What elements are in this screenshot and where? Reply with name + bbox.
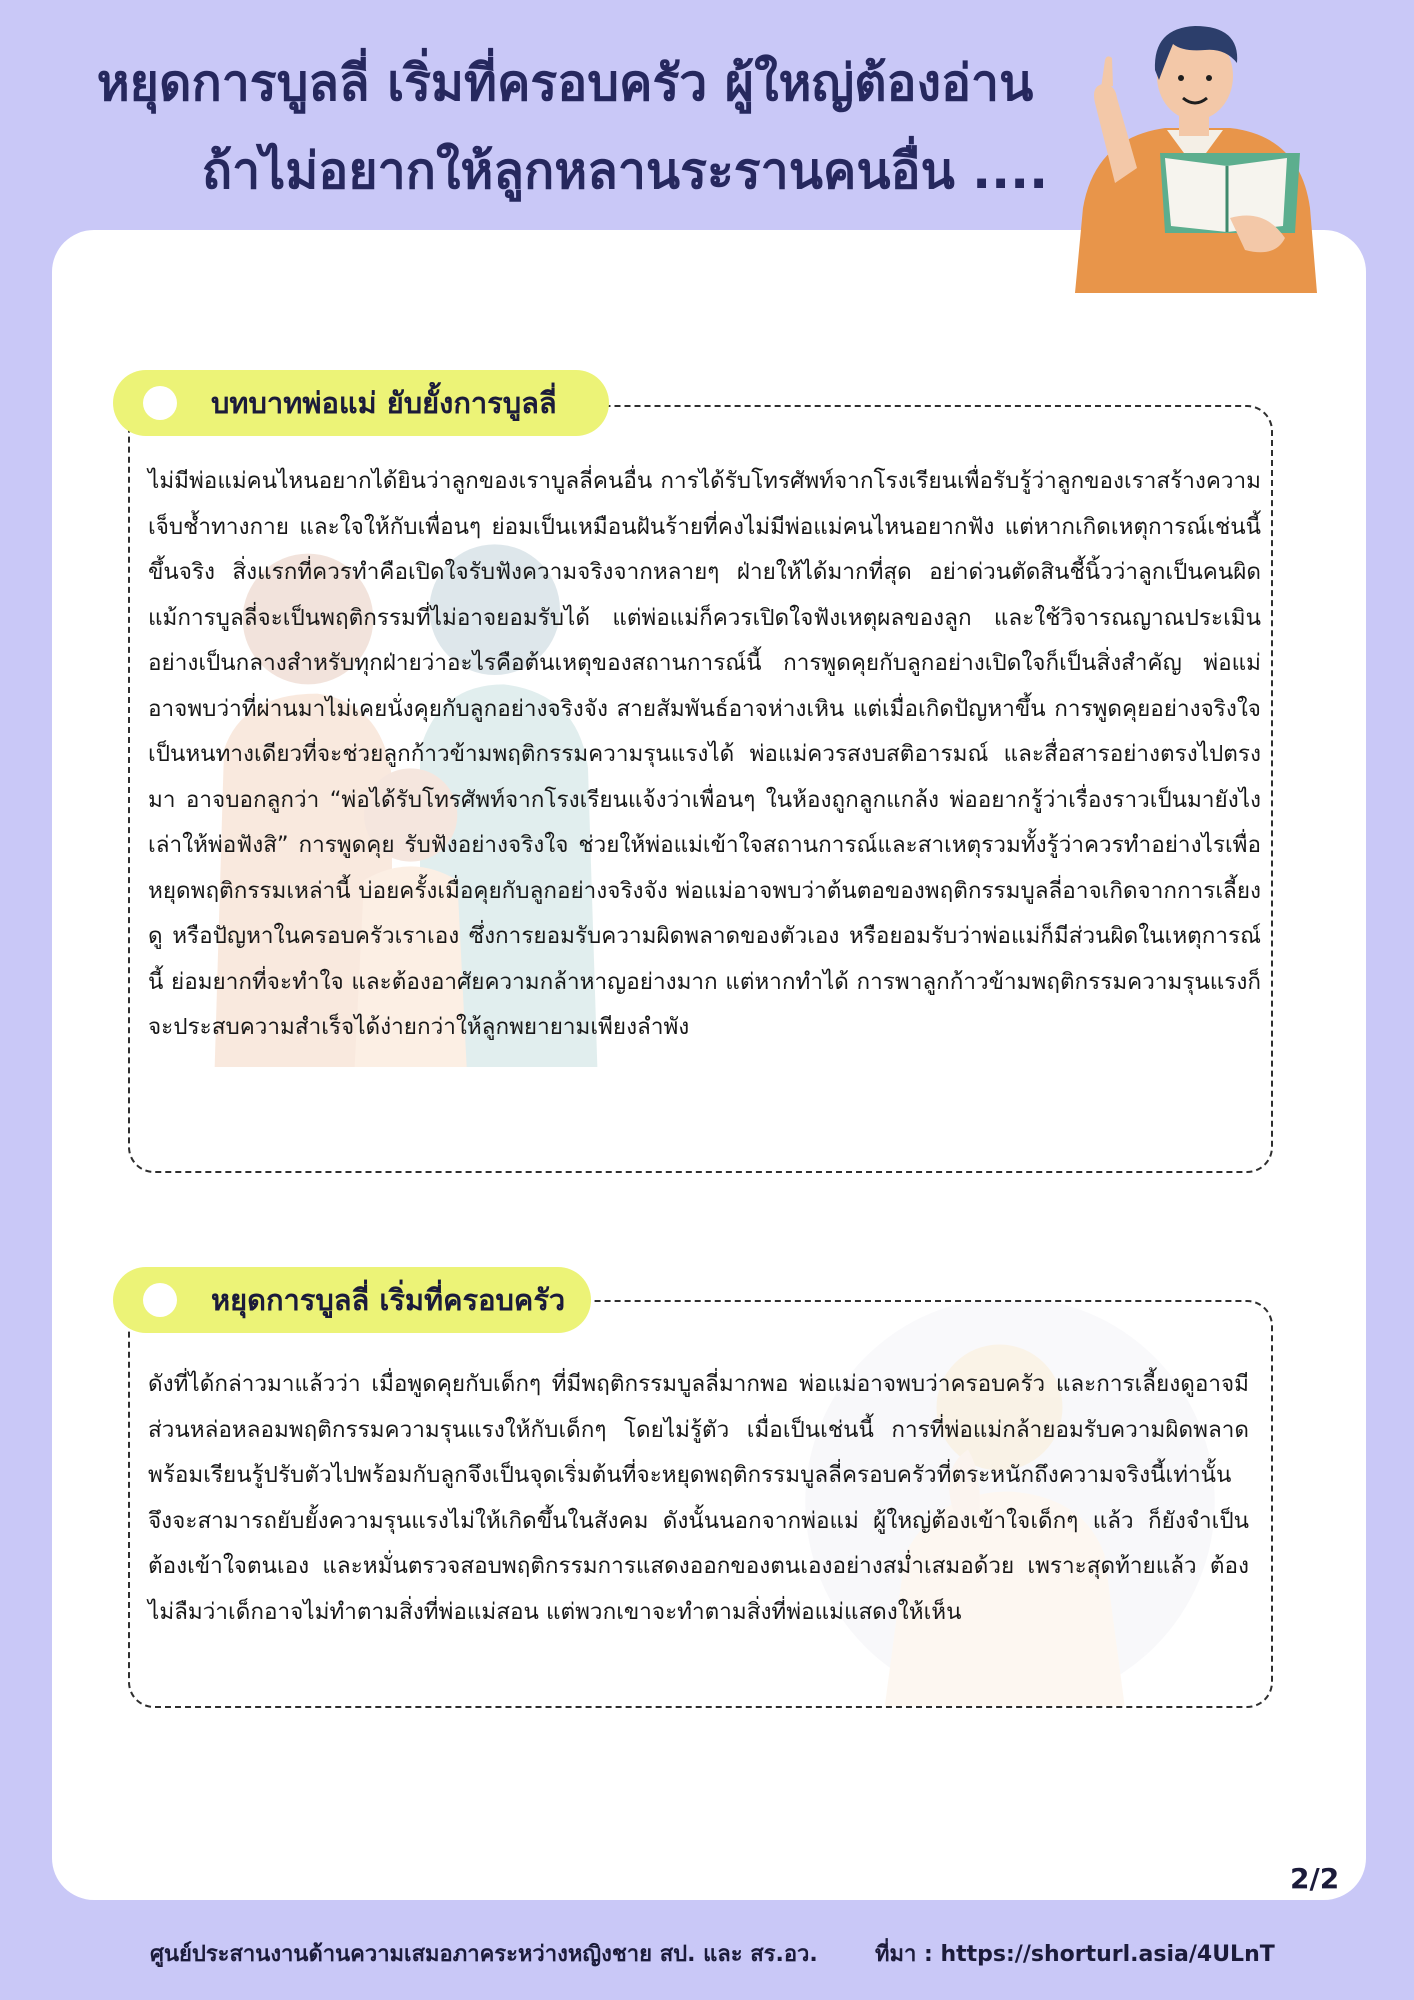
section-1-heading	[113, 370, 609, 436]
section-2-heading	[113, 1267, 591, 1333]
section-1-body: ไม่มีพ่อแม่คนไหนอยากได้ยินว่าลูกของเราบูลลี่คนอื่น การได้รับโทรศัพท์จากโรงเรียนเพื่อรับรู้ว่าลูกของเราสร้างความเจ็บช้ำทางกาย และใจให้กับเพื่อนๆ ย่อมเป็นเหมือนฝันร้ายที่คงไม่มีพ่อแม่คนไหนอยากฟัง แต่หากเกิดเหตุการณ์เช่นนี้ขึ้นจริง สิ่งแรกที่ควรทำคือเปิดใจรับฟังความจริงจากหลายๆ ฝ่ายให้ได้มากที่สุด อย่าด่วนตัดสินชี้นิ้วว่าลูกเป็นคนผิด แม้การบูลลี่จะเป็นพฤติกรรมที่ไม่อาจยอมรับได้ แต่พ่อแม่ก็ควรเปิดใจฟังเหตุผลของลูก และใช้วิจารณญาณประเมินอย่างเป็นกลางสำหรับทุกฝ่ายว่าอะไรคือต้นเหตุของสถานการณ์นี้ การพูดคุยกับลูกอย่างเปิดใจก็เป็นสิ่งสำคัญ พ่อแม่อาจพบว่าที่ผ่านมาไม่เคยนั่งคุยกับลูกอย่างจริงจัง สายสัมพันธ์อาจห่างเหิน แต่เมื่อเกิดปัญหาขึ้น การพูดคุยอย่างจริงใจเป็นหนทางเดียวที่จะช่วยลูกก้าวข้ามพฤติกรรมความรุนแรงได้ พ่อแม่ควรสงบสติอารมณ์ และสื่อสารอย่างตรงไปตรงมา อาจบอกลูกว่า “พ่อได้รับโทรศัพท์จากโรงเรียนแจ้งว่าเพื่อนๆ ในห้องถูกลูกแกล้ง พ่ออยากรู้ว่าเรื่องราวเป็นมายังไง เล่าให้พ่อฟังสิ” การพูดคุย รับฟังอย่างจริงใจ ช่วยให้พ่อแม่เข้าใจสถานการณ์และสาเหตุรวมทั้งรู้ว่าควรทำอย่างไรเพื่อหยุดพฤติกรรมเหล่านี้ บ่อยครั้งเมื่อคุยกับลูกอย่างจริงจัง พ่อแม่อาจพบว่าต้นตอของพฤติกรรมบูลลี่อาจเกิดจากการเลี้ยงดู หรือปัญหาในครอบครัวเราเอง ซึ่งการยอมรับความผิดพลาดของตัวเอง หรือยอมรับว่าพ่อแม่ก็มีส่วนผิดในเหตุการณ์นี้ ย่อมยากที่จะทำใจ และต้องอาศัยความกล้าหาญอย่างมาก แต่หากทำได้ การพาลูกก้าวข้ามพฤติกรรมความรุนแรงก็จะประสบความสำเร็จได้ง่ายกว่าให้ลูกพยายามเพียงลำพัง	[148, 468, 1261, 1040]
bullet-dot-icon	[143, 386, 177, 420]
footer-source: ที่มา : https://shorturl.asia/4ULnT	[875, 1942, 1275, 1967]
section-2-body: ดังที่ได้กล่าวมาแล้วว่า เมื่อพูดคุยกับเด็กๆ ที่มีพฤติกรรมบูลลี่มากพอ พ่อแม่อาจพบว่าครอบครัว และการเลี้ยงดูอาจมีส่วนหล่อหลอมพฤติกรรมความรุนแรงให้กับเด็กๆ โดยไม่รู้ตัว เมื่อเป็นเช่นนี้ การที่พ่อแม่กล้ายอมรับความผิดพลาด พร้อมเรียนรู้ปรับตัวไปพร้อมกับลูกจึงเป็นจุดเริ่มต้นที่จะหยุดพฤติกรรมบูลลี่ครอบครัวที่ตระหนักถึงความจริงนี้เท่านั้น จึงจะสามารถยับยั้งความรุนแรงไม่ให้เกิดขึ้นในสังคม ดังนั้นนอกจากพ่อแม่ ผู้ใหญ่ต้องเข้าใจเด็กๆ แล้ว ก็ยังจำเป็นต้องเข้าใจตนเอง และหมั่นตรวจสอบพฤติกรรมการแสดงออกของตนเองอย่างสม่ำเสมอด้วย เพราะสุดท้ายแล้ว ต้องไม่ลืมว่าเด็กอาจไม่ทำตามสิ่งที่พ่อแม่สอน แต่พวกเขาจะทำตามสิ่งที่พ่อแม่แสดงให้เห็น	[148, 1371, 1249, 1625]
section-1-heading-label: บทบาทพ่อแม่ ยับยั้งการบูลลี่	[211, 386, 557, 420]
bullet-dot-icon	[143, 1283, 177, 1317]
page-title-line-1: หยุดการบูลลี่ เริ่มที่ครอบครัว ผู้ใหญ่ต้องอ่าน	[96, 54, 1034, 112]
person-reading-book-illustration	[1055, 18, 1335, 293]
page-number: 2/2	[1290, 1862, 1340, 1895]
page-title-line-2: ถ้าไม่อยากให้ลูกหลานระรานคนอื่น ....	[201, 142, 1049, 200]
section-2-heading-label: หยุดการบูลลี่ เริ่มที่ครอบครัว	[211, 1283, 566, 1317]
section-2-box	[128, 1300, 1273, 1708]
section-1-box	[128, 405, 1273, 1173]
footer-organization: ศูนย์ประสานงานด้านความเสมอภาคระหว่างหญิงชาย สป. และ สร.อว.	[150, 1942, 818, 1967]
